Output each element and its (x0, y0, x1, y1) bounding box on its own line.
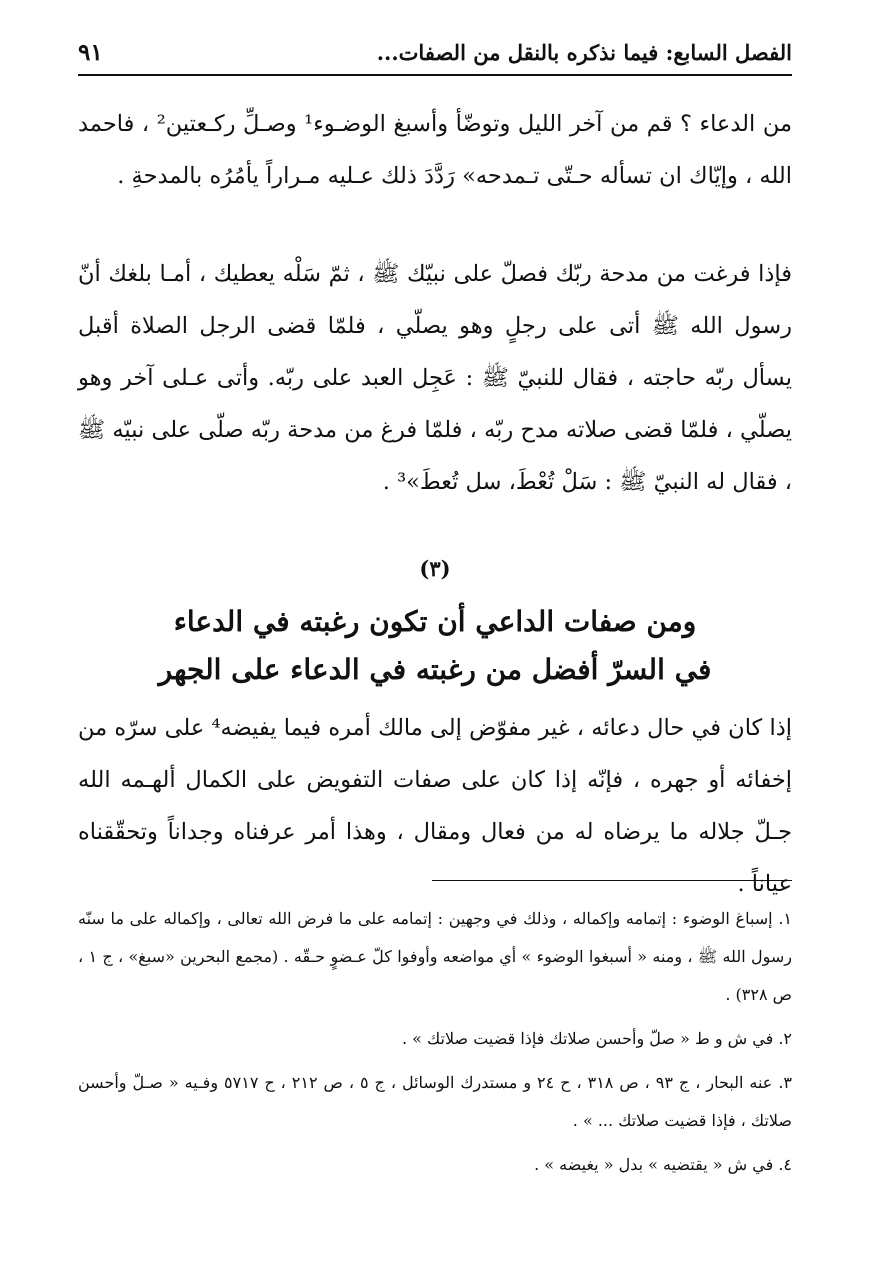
chapter-title: الفصل السابع: فيما نذكره بالنقل من الصفات... (376, 39, 792, 65)
running-header (78, 30, 792, 76)
paragraph-3 (78, 702, 792, 910)
paragraph-2-text: فإذا فرغت من مدحة ربّك فصلّ على نبيّك ﷺ ، ثمّ سَلْه يعطيك ، أمـا بلغك أنّ رسول الله ﷺ أتى على رجلٍ وهو يصلّي ، فلمّا قضى الرجل الصلاة أقبل يسأل ربّه حاجته ، فقال للنبيّ ﷺ : عَجِل العبد على ربّه. وأتى عـلى آخر وهو يصلّي ، فلمّا قضى صلاته مدح ربّه ، فلمّا فرغ من مدحة ربّه صلّى على نبيّه ﷺ ، فقال له النبيّ ﷺ : سَلْ تُعْطَ، سل تُعطَ»³ . (78, 261, 792, 495)
paragraph-1-text: من الدعاء ؟ قم من آخر الليل وتوضّأ وأسبغ الوضـوء¹ وصـلِّ ركـعتين² ، فاحمد الله ، وإيّاك ان تسأله حـتّى تـمدحه» رَدَّدَ ذلك عـليه مـراراً يأمُرُه بالمدحةِ . (78, 111, 792, 189)
footnote-4: ٤. في ش « يقتضيه » بدل « يغيضه » . (534, 1155, 792, 1174)
section-heading-line-2: في السرّ أفضل من رغبته في الدعاء على الجهر (158, 653, 712, 686)
footnote-2: ٢. في ش و ط « صلّ وأحسن صلاتك فإذا قضيت صلاتك » . (401, 1029, 792, 1048)
page-number: ٩١ (78, 38, 103, 66)
paragraph-3-text: إذا كان في حال دعائه ، غير مفوّض إلى مالك أمره فيما يفيضه⁴ على سرّه من إخفائه أو جهره ، فإنّه إذا كان على صفات التفويض على الكمال ألهـمه الله جـلّ جلاله ما يرضاه له من فعال ومقال ، وهذا أمر عرفناه وجداناً وتحقّقناه عياناً . (78, 715, 792, 897)
footnote-separator (432, 880, 792, 881)
footnotes (78, 900, 792, 1190)
footnote-3: ٣. عنه البحار ، ج ٩٣ ، ص ٣١٨ ، ح ٢٤ و مستدرك الوسائل ، ج ٥ ، ص ٢١٢ ، ح ٥٧١٧ وفـيه « صـلّ وأحسن صلاتك ، فإذا قضيت صلاتك ... » . (78, 1073, 792, 1130)
paragraph-2 (78, 248, 792, 508)
paragraph-1 (78, 98, 792, 202)
section-heading (78, 598, 792, 694)
section-heading-line-1: ومن صفات الداعي أن تكون رغبته في الدعاء (173, 605, 697, 638)
footnote-1: ١. إسباغ الوضوء : إتمامه وإكماله ، وذلك في وجهين : إتمامه على ما فرض الله تعالى ، وإكماله على ما سنّه رسول الله ﷺ ، ومنه « أسبغوا الوضوء » أي مواضعه وأوفوا كلّ عـضوٍ حـقّه . (مجمع البحرين «سبغ» ، ج ١ ، ص ٣٢٨) . (78, 909, 792, 1004)
section-number: (٣) (419, 556, 451, 581)
